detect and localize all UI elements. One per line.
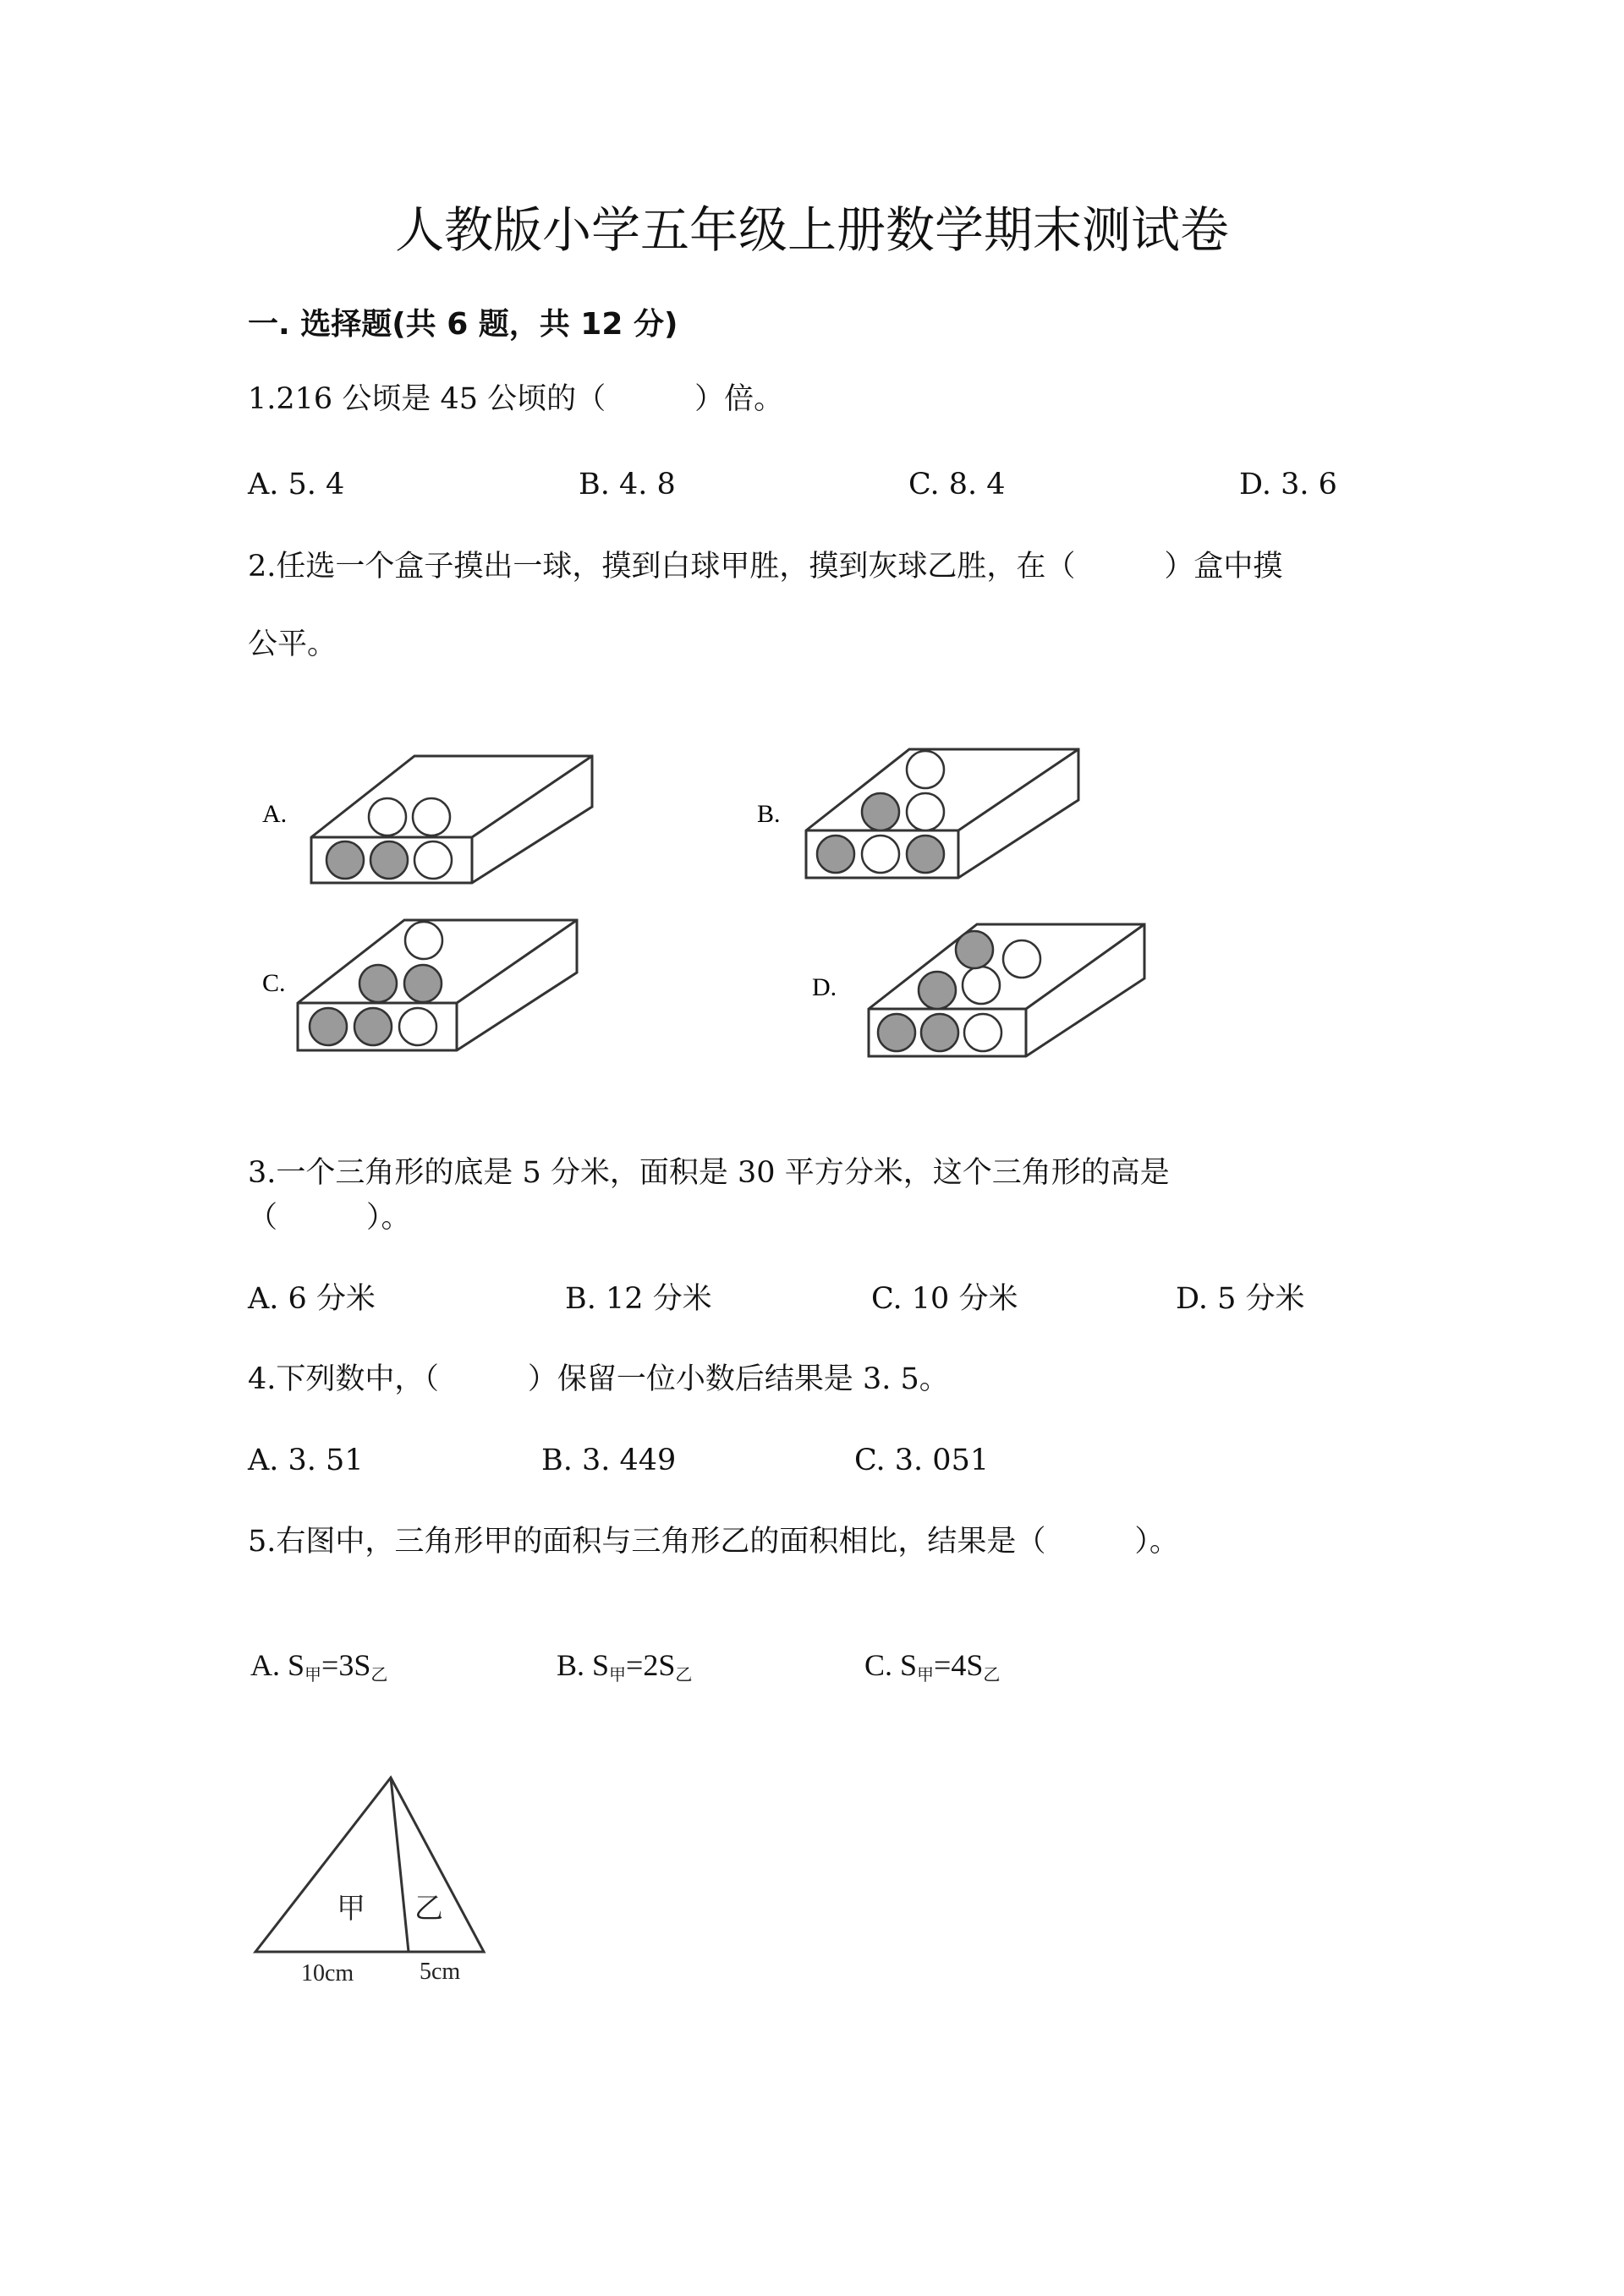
triangle-jia-label: 甲 [337, 1892, 365, 1926]
question-3-text-line1: 3.一个三角形的底是 5 分米，面积是 30 平方分米，这个三角形的高是 [248, 1156, 1170, 1190]
box-b-figure [757, 744, 1112, 896]
question-2-text-line1: 2.任选一个盒子摸出一球，摸到白球甲胜，摸到灰球乙胜，在（ ）盒中摸 [248, 550, 1283, 584]
q3-option-a: A. 6 分米 [248, 1282, 376, 1316]
q3-option-c: C. 10 分米 [871, 1282, 1018, 1316]
box-a-figure [254, 744, 609, 896]
box-c-figure [254, 913, 592, 1066]
q1-option-d: D. 3. 6 [1239, 468, 1337, 501]
q5-option-a: A. $S_甲=3S_乙$ [250, 1648, 388, 1685]
q5-option-b: B. $S_甲=2S_乙$ [557, 1648, 693, 1685]
question-3-text-line2: （ ）。 [248, 1201, 411, 1235]
base-right-label: 5cm [420, 1959, 461, 1985]
q5-option-c: C. $S_甲=4S_乙$ [864, 1648, 1001, 1685]
q4-option-c: C. 3. 051 [854, 1444, 990, 1477]
question-5-text: 5.右图中，三角形甲的面积与三角形乙的面积相比，结果是（ ）。 [248, 1525, 1179, 1559]
box-d-label: D. [812, 973, 837, 1001]
box-d-figure [808, 918, 1163, 1070]
base-left-label: 10cm [301, 1960, 354, 1986]
question-4-text: 4.下列数中，（ ）保留一位小数后结果是 3. 5。 [248, 1362, 949, 1396]
box-c-label: C. [262, 969, 286, 997]
q1-option-c: C. 8. 4 [908, 468, 1006, 501]
triangle-yi-label: 乙 [414, 1892, 443, 1926]
q1-option-b: B. 4. 8 [579, 468, 676, 501]
section-heading: 一. 选择题(共 6 题，共 12 分) [248, 307, 678, 342]
q1-option-a: A. 5. 4 [248, 468, 345, 501]
q4-option-b: B. 3. 449 [541, 1444, 677, 1477]
page-title: 人教版小学五年级上册数学期末测试卷 [394, 201, 1229, 259]
q3-option-b: B. 12 分米 [565, 1282, 712, 1316]
q4-option-a: A. 3. 51 [248, 1444, 364, 1477]
question-1-text: 1.216 公顷是 45 公顷的（ ）倍。 [248, 382, 784, 416]
question-2-text-line2: 公平。 [248, 627, 337, 661]
triangle-figure [245, 1767, 516, 1996]
box-b-label: B. [757, 800, 781, 828]
q3-option-d: D. 5 分米 [1176, 1282, 1305, 1316]
box-a-label: A. [262, 800, 288, 828]
